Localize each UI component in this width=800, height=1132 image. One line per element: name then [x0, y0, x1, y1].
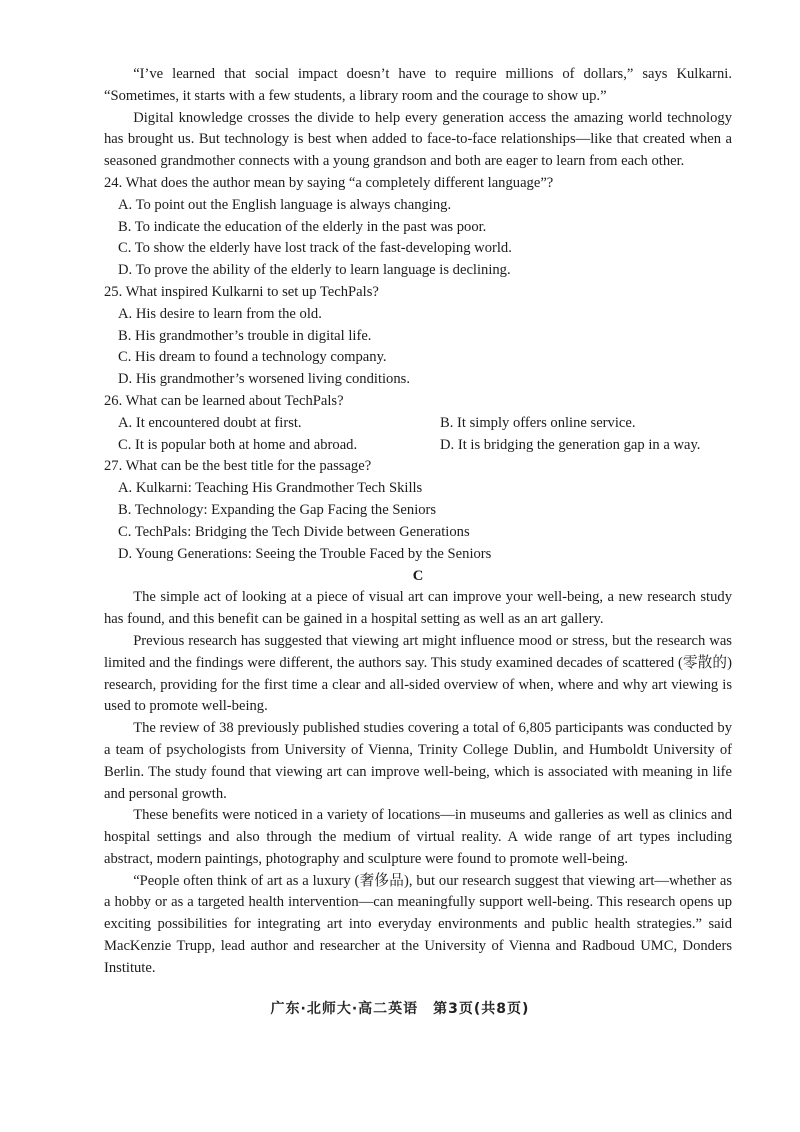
option-c: C. TechPals: Bridging the Tech Divide between Generations [118, 523, 470, 540]
option-c: C. To show the elderly have lost track of the fast-developing world. [118, 240, 512, 257]
option-d: D. Young Generations: Seeing the Trouble Faced by the Seniors [118, 545, 492, 562]
option-b: B. It simply offers online service. [440, 414, 636, 431]
question-stem: 26. What can be learned about TechPals? [104, 392, 344, 409]
option-b: B. His grandmother’s trouble in digital life. [118, 327, 372, 344]
option-a: A. It encountered doubt at first. [118, 414, 302, 431]
passage-b-paragraph: “I’ve learned that social impact doesn’t have to require millions of dollars,” says Kulkarni. “Sometimes, it starts with a few students, a library room and the courage to show up.” [104, 66, 732, 104]
question-stem: 27. What can be the best title for the passage? [104, 458, 372, 475]
option-d: D. It is bridging the generation gap in a way. [440, 436, 701, 453]
question-24 [104, 173, 732, 282]
option-a: A. His desire to learn from the old. [118, 305, 322, 322]
option-d: D. To prove the ability of the elderly to learn language is declining. [118, 262, 511, 279]
options-row [118, 413, 732, 435]
question-25 [104, 282, 732, 391]
page-footer: 广东·北师大·高二英语 第3页(共8页) [270, 1001, 530, 1017]
passage-c-paragraph: “People often think of art as a luxury (奢侈品), but our research suggest that viewing art—whether as a hobby or as a targeted health intervention—can meaningfully support well-being. This research opens up exciting possibilities for integrating art into everyday environments and public health strategies.” said MacKenzie Trupp, lead author and researcher at the University of Vienna and Radboud UMC, Donders Institute. [104, 872, 732, 976]
option-a: A. Kulkarni: Teaching His Grandmother Tech Skills [118, 480, 423, 497]
passage-b-paragraph: Digital knowledge crosses the divide to help every generation access the amazing world technology has brought us. But technology is best when added to face-to-face relationships—like that created when a seasoned grandmother connects with a young grandson and both are eager to learn from each other. [104, 109, 732, 170]
option-b: B. Technology: Expanding the Gap Facing the Seniors [118, 501, 437, 518]
options-row [118, 435, 732, 457]
passage-c-paragraph: Previous research has suggested that viewing art might influence mood or stress, but the research was limited and the findings were different, the authors say. This study examined decades of scattered (零散的) research, providing for the first time a clear and all-sided overview of when, where and why art viewing is used to promote well-being. [104, 632, 732, 715]
question-27 [104, 456, 732, 565]
passage-c-paragraph: The review of 38 previously published studies covering a total of 6,805 participants was conducted by a team of psychologists from University of Vienna, Trinity College Dublin, and Humboldt University of Berlin. The study found that viewing art can improve well-being, which is associated with meaning in life and personal growth. [104, 720, 732, 802]
option-d: D. His grandmother’s worsened living conditions. [118, 371, 410, 388]
option-a: A. To point out the English language is always changing. [118, 196, 452, 213]
section-heading: C [412, 568, 424, 585]
option-c: C. His dream to found a technology company. [118, 349, 387, 366]
question-stem: 24. What does the author mean by saying “a completely different language”? [104, 174, 554, 191]
question-stem: 25. What inspired Kulkarni to set up TechPals? [104, 283, 379, 300]
option-b: B. To indicate the education of the elderly in the past was poor. [118, 218, 487, 235]
passage-c-paragraph: These benefits were noticed in a variety of locations—in museums and galleries as well as clinics and hospital settings and also through the medium of virtual reality. A wide range of art types including abstract, modern paintings, photography and sculpture were found to promote well-being. [104, 807, 732, 867]
passage-c-paragraph: The simple act of looking at a piece of visual art can improve your well-being, a new research study has found, and this benefit can be gained in a hospital setting as well as an art gallery. [104, 589, 732, 628]
question-26 [104, 391, 732, 456]
option-c: C. It is popular both at home and abroad. [118, 436, 358, 453]
